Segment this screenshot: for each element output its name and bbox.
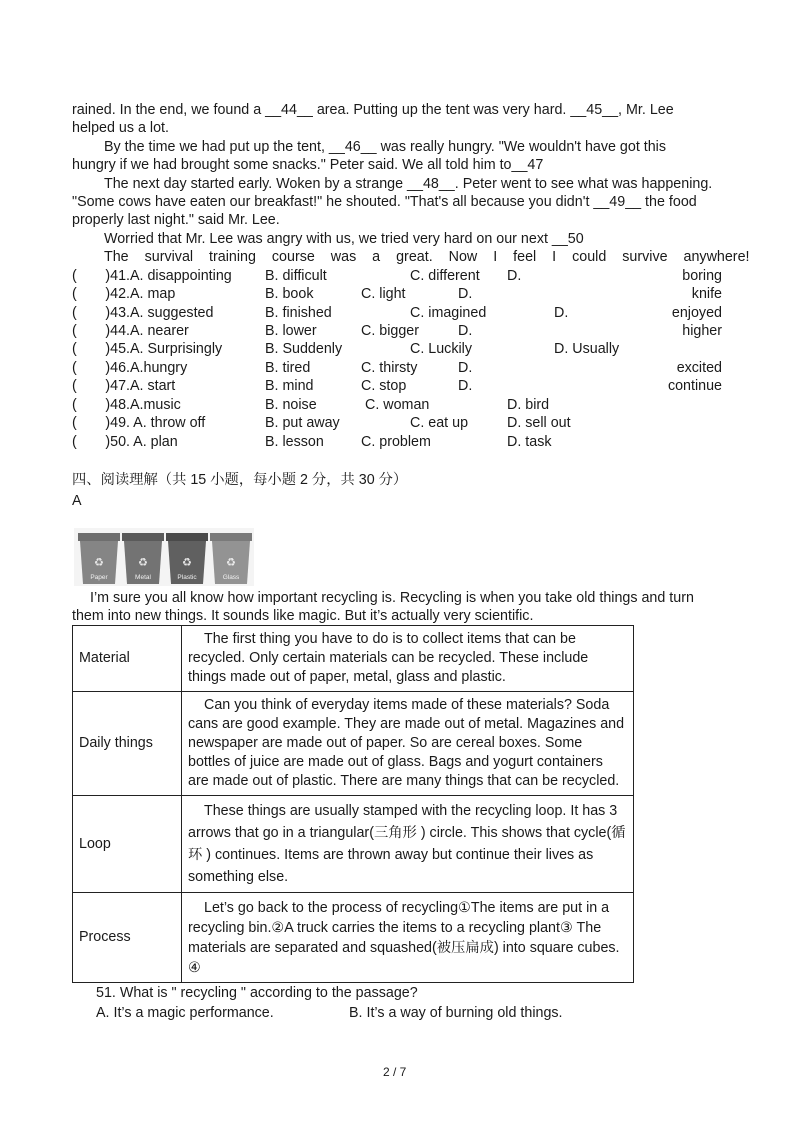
- option-b: B. Suddenly: [265, 341, 343, 357]
- option-c: C. woman: [365, 397, 430, 413]
- recycling-bins-image: [74, 528, 254, 586]
- table-text: These things are usually stamped with the recycling loop. It has 3 arrows that go in a triangular(三角形 ) circle. This shows that cycle(循环 ) continues. Items are thrown away but continue their lives as something else.: [182, 796, 634, 893]
- option-b: B. tired: [265, 360, 311, 376]
- option-c: C. thirsty: [361, 360, 418, 376]
- option-d: D. bird: [507, 397, 550, 413]
- bin-label: Metal: [135, 574, 151, 581]
- option-c: C. Luckily: [410, 341, 472, 357]
- option-d: D. task: [507, 434, 552, 450]
- option-c: C. bigger: [361, 323, 420, 339]
- question-stem: ( )50. A. plan: [72, 434, 178, 450]
- passage-line: By the time we had put up the tent, __46__ was really hungry. "We wouldn't have got this: [104, 139, 667, 155]
- option-d-word: boring: [682, 268, 722, 284]
- passage-line: The survival training course was a great. Now I feel I could survive anywhere!: [104, 249, 750, 265]
- option-c: C. different: [410, 268, 480, 284]
- option-d-word: enjoyed: [671, 305, 722, 321]
- table-key: Loop: [73, 796, 182, 893]
- passage-line: rained. In the end, we found a __44__ area. Putting up the tent was very hard. __45__, Mr. Lee: [72, 102, 674, 118]
- option-d: D.: [458, 360, 473, 376]
- bin-label: Glass: [222, 574, 240, 581]
- option-c: C. eat up: [410, 415, 469, 431]
- glass-bin-icon: [210, 533, 252, 584]
- table-row: [73, 893, 634, 983]
- option-d: D.: [458, 286, 473, 302]
- option-d: D. sell out: [507, 415, 571, 431]
- part-label: A: [72, 493, 82, 509]
- option-d: D.: [554, 305, 569, 321]
- option-d: D. Usually: [554, 341, 620, 357]
- question-stem: ( )46.A.hungry: [72, 360, 188, 376]
- section-heading: 四、阅读理解（共 15 小题，每小题 2 分，共 30 分）: [72, 472, 408, 488]
- table-row: [73, 692, 634, 796]
- option-b: B. difficult: [265, 268, 327, 284]
- option-b: B. finished: [265, 305, 332, 321]
- svg-text:♻: ♻: [94, 556, 104, 569]
- svg-text:♻: ♻: [226, 556, 236, 569]
- passage-line: properly last night." said Mr. Lee.: [72, 212, 280, 228]
- bin-label: Paper: [90, 574, 108, 581]
- paper-bin-icon: [78, 533, 120, 584]
- option-b: B. lower: [265, 323, 317, 339]
- bin-label: Plastic: [177, 574, 197, 581]
- passage-line: The next day started early. Woken by a strange __48__. Peter went to see what was happening.: [104, 176, 713, 192]
- page-number: 2 / 7: [383, 1065, 407, 1079]
- metal-bin-icon: [122, 533, 164, 584]
- option-d-word: excited: [676, 360, 722, 376]
- table-row: [73, 796, 634, 893]
- option-d-word: continue: [667, 378, 722, 394]
- option-b: B. mind: [265, 378, 314, 394]
- passage-line: "Some cows have eaten our breakfast!" he shouted. "That's all because you didn't __49__ the food: [72, 194, 697, 210]
- passage-line: Worried that Mr. Lee was angry with us, we tried very hard on our next __50: [104, 231, 584, 247]
- passage-line: hungry if we had brought some snacks." Peter said. We all told him to__47: [72, 157, 544, 173]
- option-d: D.: [458, 323, 473, 339]
- question-51-option-a: A. It’s a magic performance.: [96, 1005, 274, 1021]
- table-text: The first thing you have to do is to collect items that can be recycled. Only certain materials can be recycled. These include things made out of paper, metal, glass and plastic.: [182, 626, 634, 692]
- option-b: B. noise: [265, 397, 317, 413]
- option-b: B. put away: [265, 415, 340, 431]
- option-b: B. lesson: [265, 434, 324, 450]
- table-key: Process: [73, 893, 182, 983]
- table-text: Can you think of everyday items made of these materials? Soda cans are good example. They are made out of metal. Magazines and newspaper are made out of paper. So are cereal boxes. Some bottles of juice are made out of glass. Bags and yogurt containers are made out of plastic. There are many things that can be recycled.: [182, 692, 634, 796]
- option-c: C. stop: [361, 378, 407, 394]
- question-stem: ( )43.A. suggested: [72, 305, 214, 321]
- question-stem: ( )41.A. disappointing: [72, 268, 232, 284]
- table-text: Let’s go back to the process of recycling①The items are put in a recycling bin.②A truck carries the items to a recycling plant③ The materials are separated and squashed(被压扁成) into square cubes. ④: [182, 893, 634, 983]
- question-stem: ( )44.A. nearer: [72, 323, 189, 339]
- option-c: C. light: [361, 286, 406, 302]
- question-51-stem: 51. What is " recycling " according to the passage?: [96, 985, 418, 1001]
- option-d: D.: [507, 268, 522, 284]
- question-stem: ( )42.A. map: [72, 286, 176, 302]
- svg-text:♻: ♻: [138, 556, 148, 569]
- passage-line: helped us a lot.: [72, 120, 169, 136]
- question-stem: ( )47.A. start: [72, 378, 176, 394]
- question-stem: ( )49. A. throw off: [72, 415, 206, 431]
- option-d: D.: [458, 378, 473, 394]
- option-d-word: knife: [691, 286, 722, 302]
- intro-line: them into new things. It sounds like magic. But it’s actually very scientific.: [72, 608, 534, 624]
- option-b: B. book: [265, 286, 314, 302]
- svg-text:♻: ♻: [182, 556, 192, 569]
- table-key: Material: [73, 626, 182, 692]
- question-stem: ( )48.A.music: [72, 397, 181, 413]
- option-c: C. imagined: [410, 305, 487, 321]
- table-key: Daily things: [73, 692, 182, 796]
- question-stem: ( )45.A. Surprisingly: [72, 341, 223, 357]
- table-row: [73, 626, 634, 692]
- option-c: C. problem: [361, 434, 431, 450]
- plastic-bin-icon: [166, 533, 208, 584]
- question-51-option-b: B. It’s a way of burning old things.: [349, 1005, 563, 1021]
- intro-line: I’m sure you all know how important recycling is. Recycling is when you take old things and turn: [90, 590, 694, 606]
- recycling-table: [72, 625, 634, 983]
- option-d-word: higher: [682, 323, 722, 339]
